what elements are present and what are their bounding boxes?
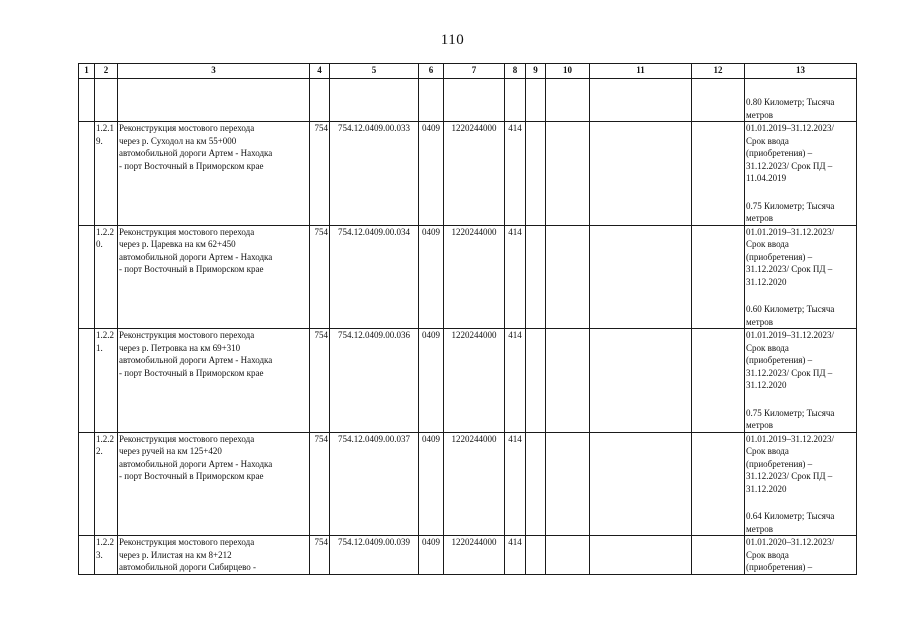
notes-text: 31.12.2023/ Срок ПД – — [746, 471, 833, 481]
row-name-text: - порт Восточный в Приморском крае — [119, 471, 264, 481]
empty-cell — [692, 79, 745, 122]
empty-cell — [118, 79, 310, 122]
notes-cell — [745, 79, 857, 122]
column-header-13: 13 — [745, 64, 857, 79]
row-name-text: автомобильной дороги Артем - Находка — [119, 148, 273, 158]
empty-cell — [79, 79, 95, 122]
notes-text: (приобретения) – — [746, 355, 813, 365]
empty-cell — [546, 122, 590, 226]
page-number: 110 — [440, 32, 465, 48]
empty-cell — [526, 79, 546, 122]
code-cell: 414 — [505, 329, 526, 433]
code-cell: 0409 — [419, 225, 444, 329]
row-number-cell — [95, 329, 118, 433]
row-name-cell — [118, 536, 310, 575]
row-name-text: автомобильной дороги Артем - Находка — [119, 251, 273, 262]
row-name-cell — [118, 225, 310, 329]
row-number-cell — [95, 432, 118, 536]
code-cell: 1220244000 — [444, 329, 505, 433]
column-header-8: 8 — [505, 64, 526, 79]
notes-text: 31.12.2023/ Срок ПД – — [746, 264, 833, 274]
empty-cell — [310, 79, 330, 122]
code-cell: 754 — [310, 122, 330, 226]
data-table — [78, 63, 857, 575]
notes-cell — [745, 329, 857, 433]
row-name-text: - порт Восточный в Приморском крае — [119, 367, 264, 378]
notes-text: Срок ввода — [746, 446, 789, 456]
column-header-10: 10 — [546, 64, 590, 79]
empty-cell — [546, 225, 590, 329]
code-cell: 1220244000 — [444, 122, 505, 226]
table-body — [79, 79, 857, 575]
notes-text: 31.12.2023/ Срок ПД – — [746, 160, 833, 171]
notes-text: 31.12.2020 — [746, 483, 787, 494]
empty-cell — [546, 79, 590, 122]
notes-cell — [745, 225, 857, 329]
empty-cell — [692, 329, 745, 433]
notes-text: 11.04.2019 — [746, 173, 787, 183]
row-name-cell — [118, 432, 310, 536]
empty-cell — [505, 79, 526, 122]
column-header-2: 2 — [95, 64, 118, 79]
measure-text: метров — [746, 420, 773, 430]
code-cell: 0409 — [419, 329, 444, 433]
column-header-7: 7 — [444, 64, 505, 79]
column-header-12: 12 — [692, 64, 745, 79]
empty-cell — [590, 432, 692, 536]
notes-text: Срок ввода — [746, 342, 789, 353]
empty-cell — [444, 79, 505, 122]
code-cell: 0409 — [419, 122, 444, 226]
code-cell: 754.12.0409.00.037 — [330, 432, 419, 536]
empty-cell — [79, 329, 95, 433]
empty-cell — [692, 225, 745, 329]
measure-text: метров — [746, 109, 773, 120]
measure-text: метров — [746, 523, 773, 534]
notes-text: 01.01.2019–31.12.2023/ — [746, 123, 835, 133]
code-cell: 754 — [310, 329, 330, 433]
empty-cell — [79, 536, 95, 575]
row-name-text: - порт Восточный в Приморском крае — [119, 160, 264, 171]
measure-block — [746, 392, 855, 432]
empty-cell — [526, 329, 546, 433]
code-cell: 754.12.0409.00.034 — [330, 225, 419, 329]
code-cell: 414 — [505, 536, 526, 575]
measure-text: метров — [746, 213, 773, 223]
row-number-text: 3. — [96, 549, 103, 560]
row-name-text: Реконструкция мостового перехода — [119, 330, 255, 340]
notes-text: (приобретения) – — [746, 251, 813, 262]
empty-cell — [546, 536, 590, 575]
code-cell: 0409 — [419, 536, 444, 575]
table-row — [79, 225, 857, 329]
empty-cell — [330, 79, 419, 122]
row-name-text: через ручей на км 125+420 — [119, 446, 222, 456]
column-header-1: 1 — [79, 64, 95, 79]
notes-cell — [745, 432, 857, 536]
row-name-text: через р. Суходол на км 55+000 — [119, 135, 237, 146]
measure-block — [746, 495, 855, 535]
measure-text: метров — [746, 316, 773, 327]
row-name-text: Реконструкция мостового перехода — [119, 123, 255, 133]
column-header-4: 4 — [310, 64, 330, 79]
empty-cell — [546, 432, 590, 536]
notes-text: 01.01.2019–31.12.2023/ — [746, 226, 835, 237]
empty-cell — [546, 329, 590, 433]
empty-cell — [526, 432, 546, 536]
empty-cell — [692, 432, 745, 536]
notes-cell — [745, 122, 857, 226]
code-cell: 1220244000 — [444, 225, 505, 329]
measure-text: 0.80 Километр; Тысяча — [746, 97, 835, 107]
empty-cell — [526, 122, 546, 226]
table-row — [79, 536, 857, 575]
row-name-cell — [118, 122, 310, 226]
row-number-text: 1.2.2 — [96, 226, 114, 237]
notes-text: (приобретения) – — [746, 562, 813, 572]
empty-cell — [95, 79, 118, 122]
measure-text: 0.60 Километр; Тысяча — [746, 304, 835, 314]
code-cell: 414 — [505, 122, 526, 226]
column-header-11: 11 — [590, 64, 692, 79]
column-header-3: 3 — [118, 64, 310, 79]
row-number-text: 1. — [96, 342, 103, 353]
row-number-cell — [95, 536, 118, 575]
empty-cell — [590, 329, 692, 433]
column-header-5: 5 — [330, 64, 419, 79]
code-cell: 754.12.0409.00.039 — [330, 536, 419, 575]
header-row — [79, 64, 857, 79]
empty-cell — [79, 432, 95, 536]
notes-text: Срок ввода — [746, 135, 789, 146]
empty-cell — [526, 536, 546, 575]
column-header-6: 6 — [419, 64, 444, 79]
notes-text: 01.01.2020–31.12.2023/ — [746, 537, 835, 547]
code-cell: 1220244000 — [444, 536, 505, 575]
empty-cell — [590, 225, 692, 329]
empty-cell — [590, 536, 692, 575]
code-cell: 754 — [310, 432, 330, 536]
empty-cell — [590, 122, 692, 226]
row-number-text: 1.2.1 — [96, 123, 114, 133]
code-cell: 414 — [505, 432, 526, 536]
notes-text: Срок ввода — [746, 239, 789, 249]
notes-text: 31.12.2020 — [746, 380, 787, 390]
row-number-cell — [95, 225, 118, 329]
table-row — [79, 432, 857, 536]
empty-cell — [79, 225, 95, 329]
empty-cell — [590, 79, 692, 122]
notes-text: 01.01.2019–31.12.2023/ — [746, 330, 835, 340]
row-name-text: автомобильной дороги Артем - Находка — [119, 458, 273, 469]
code-cell: 754.12.0409.00.036 — [330, 329, 419, 433]
row-number-text: 0. — [96, 239, 103, 249]
notes-cell — [745, 536, 857, 575]
row-number-text: 2. — [96, 446, 103, 456]
row-name-text: автомобильной дороги Артем - Находка — [119, 355, 273, 365]
row-name-cell — [118, 329, 310, 433]
code-cell: 414 — [505, 225, 526, 329]
row-name-text: через р. Петровка на км 69+310 — [119, 342, 241, 353]
row-number-text: 9. — [96, 135, 103, 146]
notes-text: 31.12.2023/ Срок ПД – — [746, 367, 833, 378]
measure-text: 0.64 Километр; Тысяча — [746, 511, 835, 521]
notes-text: 31.12.2020 — [746, 276, 787, 287]
notes-text: (приобретения) – — [746, 148, 813, 158]
empty-cell — [419, 79, 444, 122]
empty-cell — [526, 225, 546, 329]
measure-block — [746, 288, 855, 328]
table-row — [79, 329, 857, 433]
code-cell: 754 — [310, 536, 330, 575]
row-number-text: 1.2.2 — [96, 537, 114, 547]
empty-cell — [79, 122, 95, 226]
measure-text: 0.75 Километр; Тысяча — [746, 407, 835, 418]
empty-cell — [692, 536, 745, 575]
row-number-cell — [95, 122, 118, 226]
row-name-text: Реконструкция мостового перехода — [119, 537, 255, 547]
notes-text: Срок ввода — [746, 549, 789, 560]
row-name-text: Реконструкция мостового перехода — [119, 226, 255, 237]
notes-text: (приобретения) – — [746, 458, 813, 469]
notes-text: 01.01.2019–31.12.2023/ — [746, 433, 835, 444]
table-row — [79, 122, 857, 226]
row-name-text: - порт Восточный в Приморском крае — [119, 264, 264, 274]
row-number-text: 1.2.2 — [96, 433, 114, 444]
code-cell: 0409 — [419, 432, 444, 536]
row-name-text: Реконструкция мостового перехода — [119, 433, 255, 444]
measure-block — [746, 185, 855, 225]
code-cell: 1220244000 — [444, 432, 505, 536]
row-name-text: автомобильной дороги Сибирцево - — [119, 562, 257, 572]
row-name-text: через р. Илистая на км 8+212 — [119, 549, 232, 560]
code-cell: 754 — [310, 225, 330, 329]
empty-cell — [692, 122, 745, 226]
table-row-continuation — [79, 79, 857, 122]
column-header-9: 9 — [526, 64, 546, 79]
code-cell: 754.12.0409.00.033 — [330, 122, 419, 226]
measure-text: 0.75 Километр; Тысяча — [746, 200, 835, 211]
row-name-text: через р. Царевка на км 62+450 — [119, 239, 236, 249]
row-number-text: 1.2.2 — [96, 330, 114, 340]
